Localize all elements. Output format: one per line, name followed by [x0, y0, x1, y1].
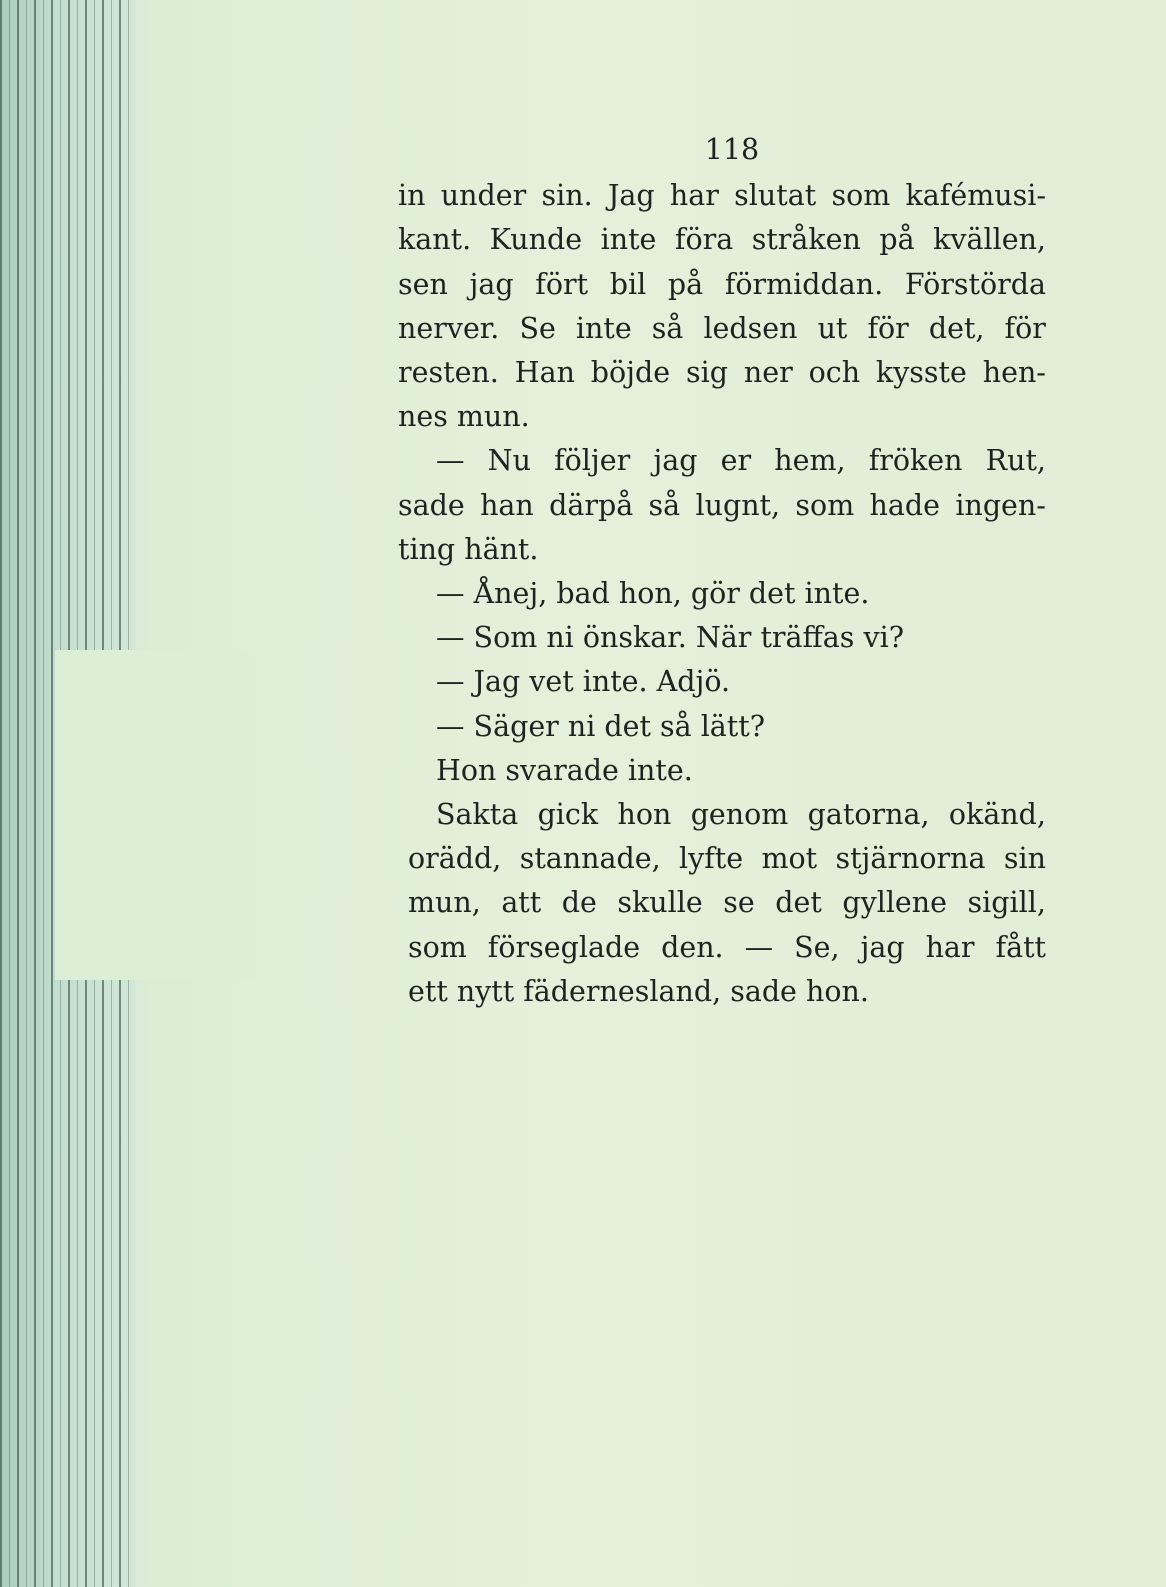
text-line: nerver. Se inte så ledsen ut för det, för: [398, 311, 1046, 345]
text-line: orädd, stannade, lyfte mot stjärnorna sin: [408, 842, 1046, 876]
text-line: ett nytt fädernesland, sade hon.: [408, 974, 869, 1008]
text-line: sade han därpå så lugnt, som hade ingen-: [398, 488, 1046, 522]
text-line: kant. Kunde inte föra stråken på kvällen,: [398, 223, 1046, 257]
dialogue-line: — Säger ni det så lätt?: [436, 709, 765, 743]
paragraph-line: Sakta gick hon genom gatorna, okänd,: [436, 798, 1046, 832]
page-text: [398, 128, 1046, 1014]
page-number: 118: [704, 133, 760, 166]
text-line: mun, att de skulle se det gyllene sigill,: [408, 886, 1046, 920]
text-line: sen jag fört bil på förmiddan. Förstörda: [398, 267, 1046, 301]
page-edge-gap: [55, 650, 255, 980]
dialogue-line: — Nu följer jag er hem, fröken Rut,: [436, 444, 1046, 478]
text-line: som förseglade den. — Se, jag har fått: [408, 930, 1046, 964]
dialogue-line: — Jag vet inte. Adjö.: [436, 665, 731, 699]
text-line: ting hänt.: [398, 532, 539, 566]
dialogue-line: — Som ni önskar. När träffas vi?: [436, 621, 904, 655]
dialogue-line: — Ånej, bad hon, gör det inte.: [436, 577, 870, 611]
text-line: nes mun.: [398, 400, 530, 434]
text-line: resten. Han böjde sig ner och kysste hen-: [398, 356, 1046, 390]
text-line: in under sin. Jag har slutat som kafémusi-: [398, 179, 1046, 213]
text-line: Hon svarade inte.: [436, 753, 693, 787]
